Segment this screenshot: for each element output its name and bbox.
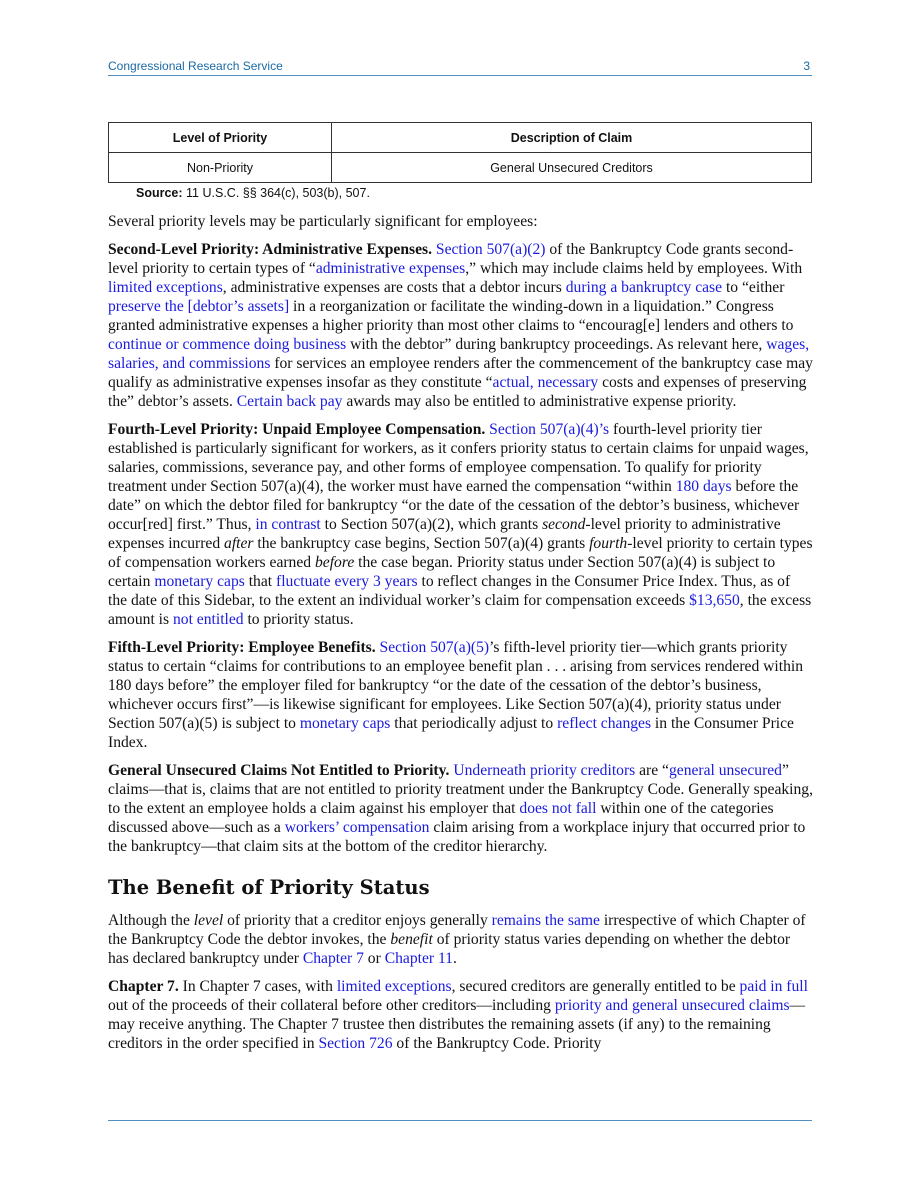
page-number: 3 xyxy=(803,59,810,73)
text: of priority that a creditor enjoys generally xyxy=(223,912,492,929)
footer-divider xyxy=(108,1120,812,1121)
text: in the Consumer Price Index. xyxy=(108,715,794,751)
paragraph-fifth-level-priority xyxy=(108,638,813,752)
link-does-not-fall[interactable]: does not fall xyxy=(519,800,597,817)
link-general-unsecured[interactable]: general unsecured xyxy=(668,762,782,779)
link-workers-compensation[interactable]: workers’ compensation xyxy=(284,819,430,836)
link-actual-necessary[interactable]: actual, necessary xyxy=(492,374,599,391)
link-monetary-caps[interactable]: monetary caps xyxy=(299,715,391,732)
link-limited-exceptions[interactable]: limited exceptions xyxy=(336,978,452,995)
text: irrespective of which Chapter of the Bankruptcy Code the debtor invokes, the xyxy=(108,912,806,948)
text: to reflect changes in the Consumer Price Index. Thus, as of the date of this Sidebar, to the extent an individual worker’s claim for compensation exceeds xyxy=(108,573,791,609)
link-priority-general-unsecured-claims[interactable]: priority and general unsecured claims xyxy=(554,997,790,1014)
paragraph-fourth-level-priority xyxy=(108,420,813,629)
link-fluctuate-every-3-years[interactable]: fluctuate every 3 years xyxy=(276,573,418,590)
link-in-contrast[interactable]: in contrast xyxy=(255,516,321,533)
text: of priority status varies depending on whether the debtor has declared bankruptcy under xyxy=(108,931,791,967)
link-wages-salaries[interactable]: wages, salaries, and commissions xyxy=(108,336,810,372)
table-source-note xyxy=(136,186,370,200)
text: fourth-level priority tier established is particularly significant for workers, as it confers priority status to certain claims for unpaid wages, salaries, commissions, severance pay, and other forms of employee compensation. To qualify for priority treatment under Section 507(a)(4), the worker must have earned the compensation “within xyxy=(108,421,809,495)
text: Although the xyxy=(108,912,194,929)
text: to “either xyxy=(722,279,785,296)
link-continue-business[interactable]: continue or commence doing business xyxy=(108,336,347,353)
text: within one of the categories discussed above—such as a xyxy=(108,800,774,836)
link-section-507a2[interactable]: Section 507(a)(2) xyxy=(435,241,546,258)
text: the bankruptcy case begins, Section 507(a)(4) grants xyxy=(253,535,590,552)
text: ,” which may include claims held by employees. With xyxy=(465,260,803,277)
link-limited-exceptions[interactable]: limited exceptions xyxy=(108,279,223,296)
paragraph-heading: Second-Level Priority: Administrative Expenses. xyxy=(108,241,432,258)
text: for services an employee renders after the commencement of the bankruptcy case may qualify as administrative expenses insofar as they constitute “ xyxy=(108,355,813,391)
column-header: Level of Priority xyxy=(109,123,332,153)
text: of the Bankruptcy Code grants second-level priority to certain types of “ xyxy=(108,241,794,277)
text: -level priority to administrative expenses incurred xyxy=(108,516,781,552)
text: claim arising from a workplace injury that occurred prior to the bankruptcy—that claim sits at the bottom of the creditor hierarchy. xyxy=(108,819,806,855)
text: ” claims—that is, claims that are not entitled to priority treatment under the Bankruptcy Code. Generally speaking, to the extent an employee holds a claim against his employer that xyxy=(108,762,813,817)
text: that periodically adjust to xyxy=(390,715,558,732)
link-reflect-changes[interactable]: reflect changes xyxy=(557,715,652,732)
link-section-507a4[interactable]: Section 507(a)(4)’s xyxy=(489,421,610,438)
link-underneath-priority-creditors[interactable]: Underneath priority creditors xyxy=(453,762,636,779)
text: out of the proceeds of their collateral before other creditors—including xyxy=(108,997,555,1014)
text: , the excess amount is xyxy=(108,592,812,628)
emphasis: fourth xyxy=(589,535,628,552)
text: —may receive anything. The Chapter 7 trustee then distributes the remaining assets (if any) to the remaining creditors in the order specified in xyxy=(108,997,806,1052)
paragraph-heading: Chapter 7. xyxy=(108,978,179,995)
text: the case began. Priority status under Section 507(a)(4) is subject to certain xyxy=(108,554,776,590)
link-preserve-assets[interactable]: preserve the [debtor’s assets] xyxy=(108,298,290,315)
text: In Chapter 7 cases, with xyxy=(178,978,337,995)
text: awards may also be entitled to administrative expense priority. xyxy=(342,393,737,410)
text: , administrative expenses are costs that a debtor incurs xyxy=(222,279,566,296)
text: . xyxy=(452,950,457,967)
paragraph-benefit-of-priority xyxy=(108,911,813,968)
emphasis: benefit xyxy=(390,931,433,948)
emphasis: level xyxy=(193,912,224,929)
body-text xyxy=(108,212,813,1062)
paragraph-heading: Fourth-Level Priority: Unpaid Employee Compensation. xyxy=(108,421,486,438)
text: , secured creditors are generally entitled to be xyxy=(451,978,740,995)
source-label: Source: xyxy=(136,186,183,200)
text: are “ xyxy=(635,762,669,779)
link-during-bankruptcy-case[interactable]: during a bankruptcy case xyxy=(565,279,723,296)
paragraph-heading: General Unsecured Claims Not Entitled to Priority. xyxy=(108,762,450,779)
source-text: 11 U.S.C. §§ 364(c), 503(b), 507. xyxy=(186,186,370,200)
text: ’s fifth-level priority tier—which grants priority status to certain “claims for contributions to an employee benefit plan . . . arising from services rendered within 180 days before” the employer filed for bankruptcy “or the date of the cessation of the debtor’s business, whichever occurs first”—is likewise significant for employees. Like Section 507(a)(4), priority status under Section 507(a)(5) is subject to xyxy=(108,639,804,732)
link-not-entitled[interactable]: not entitled xyxy=(172,611,244,628)
page-header xyxy=(108,59,812,76)
header-org: Congressional Research Service xyxy=(108,59,283,73)
text: to Section 507(a)(2), which grants xyxy=(320,516,543,533)
text: or xyxy=(363,950,385,967)
text: costs and expenses of preserving the” debtor’s assets. xyxy=(108,374,807,410)
paragraph-second-level-priority xyxy=(108,240,813,411)
priority-table xyxy=(108,122,812,183)
link-remains-the-same[interactable]: remains the same xyxy=(491,912,600,929)
link-chapter-7[interactable]: Chapter 7 xyxy=(302,950,364,967)
emphasis: before xyxy=(314,554,355,571)
link-180-days[interactable]: 180 days xyxy=(675,478,732,495)
text: -level priority to certain types of compensation workers earned xyxy=(108,535,813,571)
link-paid-in-full[interactable]: paid in full xyxy=(739,978,808,995)
paragraph-general-unsecured xyxy=(108,761,813,856)
column-header: Description of Claim xyxy=(332,123,812,153)
text: that xyxy=(244,573,277,590)
emphasis: after xyxy=(224,535,254,552)
link-13650[interactable]: $13,650 xyxy=(689,592,740,609)
section-heading: The Benefit of Priority Status xyxy=(108,876,430,899)
table-header-row xyxy=(109,123,812,153)
emphasis: second xyxy=(542,516,586,533)
table-row xyxy=(109,153,812,183)
text: to priority status. xyxy=(243,611,354,628)
paragraph-chapter-7 xyxy=(108,977,813,1053)
link-chapter-11[interactable]: Chapter 11 xyxy=(384,950,453,967)
link-administrative-expenses[interactable]: administrative expenses xyxy=(315,260,466,277)
link-monetary-caps[interactable]: monetary caps xyxy=(154,573,245,590)
intro-paragraph: Several priority levels may be particularly significant for employees: xyxy=(108,213,538,230)
link-section-507a5[interactable]: Section 507(a)(5) xyxy=(379,639,490,656)
link-section-726[interactable]: Section 726 xyxy=(318,1035,393,1052)
table-cell: General Unsecured Creditors xyxy=(332,153,812,183)
text: with the debtor” during bankruptcy proceedings. As relevant here, xyxy=(346,336,767,353)
table-cell: Non-Priority xyxy=(109,153,332,183)
text: of the Bankruptcy Code. Priority xyxy=(392,1035,602,1052)
paragraph-heading: Fifth-Level Priority: Employee Benefits. xyxy=(108,639,376,656)
link-certain-back-pay[interactable]: Certain back pay xyxy=(236,393,343,410)
text: before the date” on which the debtor filed for bankruptcy “or the date of the cessation of the debtor’s business, whichever occur[red] first.” Thus, xyxy=(108,478,800,533)
text: in a reorganization or facilitate the winding-down in a liquidation.” Congress granted administrative expenses a higher priority than most other claims to “encourag[e] lenders and others to xyxy=(108,298,794,334)
